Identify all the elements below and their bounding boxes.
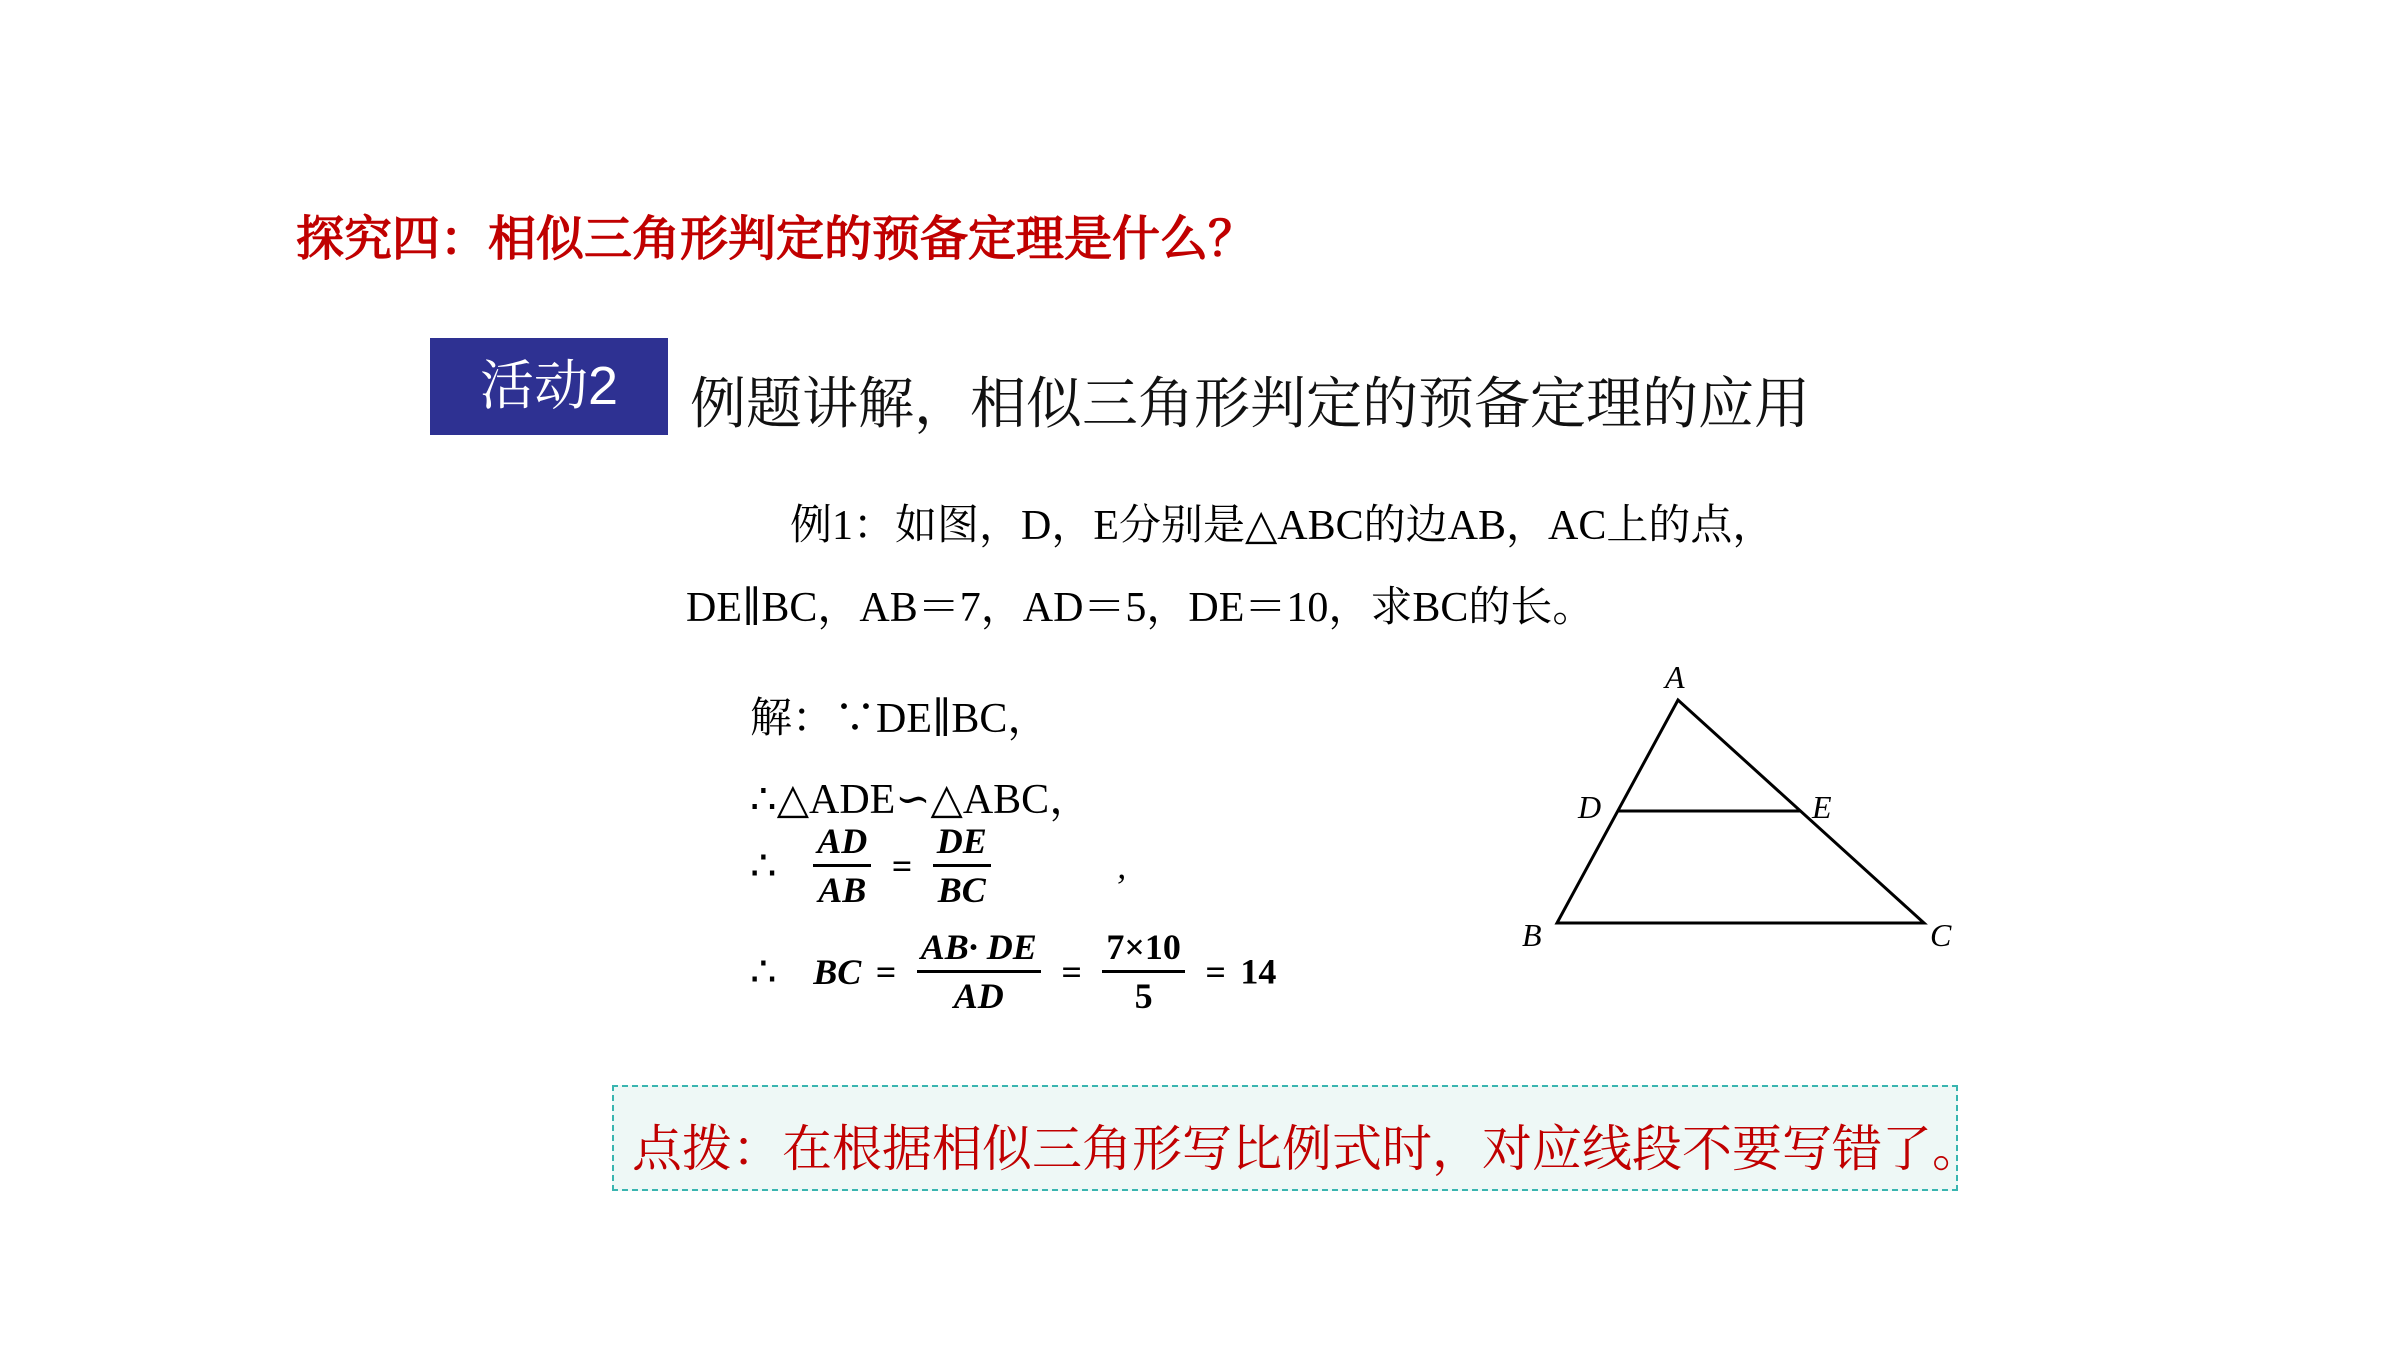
fraction-denominator: AD <box>953 976 1004 1016</box>
solution-step-3 <box>750 820 1126 911</box>
fraction-numerator: AD <box>813 820 871 867</box>
activity-title: 例题讲解，相似三角形判定的预备定理的应用 <box>690 372 1810 437</box>
vertex-label-a: A <box>1665 659 1685 695</box>
ratio-de-bc <box>933 820 991 911</box>
fraction-numerator: 7×10 <box>1102 926 1185 973</box>
fraction-denominator: BC <box>937 870 986 910</box>
fraction-denominator: AB <box>818 870 867 910</box>
ratio-ad-ab <box>813 820 871 911</box>
bc-label: BC <box>813 951 862 992</box>
page-title: 探究四：相似三角形判定的预备定理是什么？ <box>296 211 1257 267</box>
equals-sign: = <box>1061 951 1082 992</box>
fraction-ab-de-over-ad <box>917 926 1041 1017</box>
example-line-1: 例1：如图，D，E分别是△ABC的边AB，AC上的点， <box>790 503 1775 549</box>
vertex-label-e: E <box>1812 789 1832 825</box>
tip-text: 点拨：在根据相似三角形写比例式时，对应线段不要写错了。 <box>632 1120 1982 1178</box>
therefore-symbol: ∴ <box>750 843 777 890</box>
vertex-label-d: D <box>1578 789 1602 825</box>
solution-step-1: 解：∵DE∥BC， <box>750 696 1050 742</box>
vertex-label-c: C <box>1930 917 1952 953</box>
triangle-figure <box>1500 650 1980 970</box>
equals-sign: = <box>1205 951 1226 992</box>
equals-sign: = <box>875 951 897 992</box>
fraction-numerator: DE <box>933 820 991 867</box>
example-line-2: DE∥BC，AB＝7，AD＝5，DE＝10，求BC的长。 <box>686 585 1595 631</box>
equals-sign: = <box>891 845 913 886</box>
fraction-numerator: AB· DE <box>917 926 1041 973</box>
comma: , <box>1117 845 1127 886</box>
result-value: 14 <box>1240 951 1277 992</box>
tip-box <box>612 1085 1982 1191</box>
activity-badge: 活动2 <box>430 338 668 435</box>
solution-step-2: ∴△ADE∽△ABC， <box>750 777 1092 823</box>
fraction-denominator: 5 <box>1134 976 1153 1016</box>
vertex-label-b: B <box>1522 917 1542 953</box>
solution-step-4 <box>750 926 1276 1017</box>
fraction-7x10-over-5 <box>1102 926 1185 1017</box>
therefore-symbol: ∴ <box>750 949 777 996</box>
